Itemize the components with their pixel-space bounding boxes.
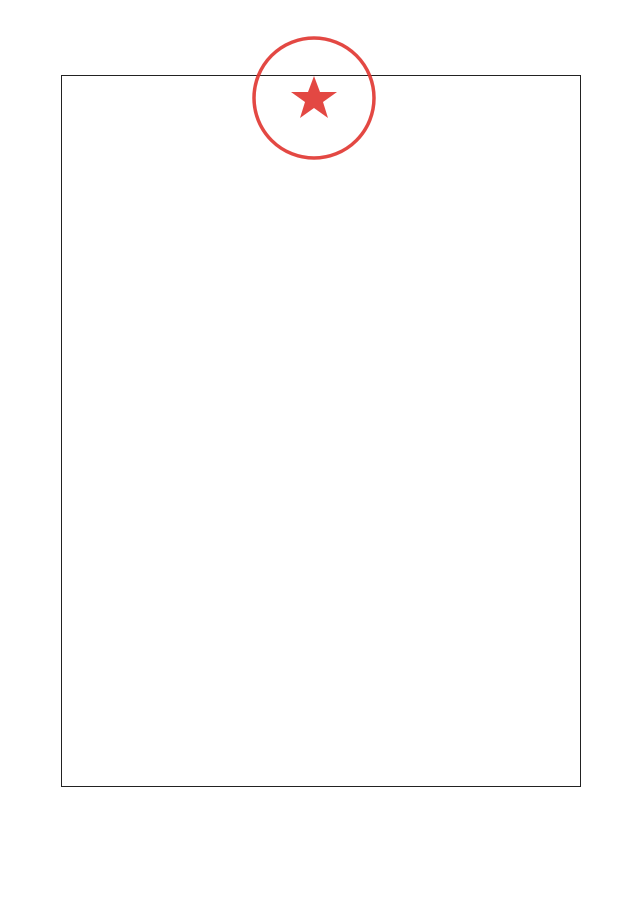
table-title [62, 76, 580, 104]
statistics-table [61, 75, 581, 787]
